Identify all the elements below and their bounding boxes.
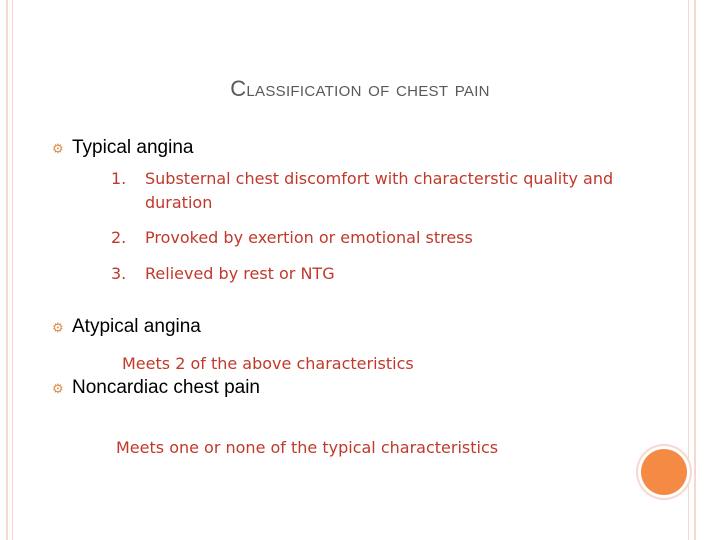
noncardiac-note: Meets one or none of the typical characteristics xyxy=(116,438,499,457)
bullet-atypical-angina: Atypical angina xyxy=(72,316,201,337)
item-text: Provoked by exertion or emotional stress xyxy=(145,228,473,247)
item-text: Relieved by rest or NTG xyxy=(145,264,335,283)
slide-title: Classification of chest pain xyxy=(230,76,490,101)
numbered-item-2 xyxy=(111,226,631,250)
gear-bullet-icon xyxy=(52,321,65,334)
numbered-item-3 xyxy=(111,262,631,286)
item-number: 2. xyxy=(111,228,127,247)
numbered-item-1 xyxy=(111,167,631,215)
item-text: Substernal chest discomfort with characterstic quality and duration xyxy=(145,169,614,212)
bullet-typical-angina: Typical angina xyxy=(72,137,194,158)
item-number: 1. xyxy=(111,169,127,188)
gear-bullet-icon xyxy=(52,142,65,155)
atypical-angina-note: Meets 2 of the above characteristics xyxy=(122,354,414,373)
gear-bullet-icon xyxy=(52,382,65,395)
item-number: 3. xyxy=(111,264,127,283)
bullet-noncardiac-chest-pain: Noncardiac chest pain xyxy=(72,377,260,398)
orange-circle-decoration xyxy=(641,449,687,495)
